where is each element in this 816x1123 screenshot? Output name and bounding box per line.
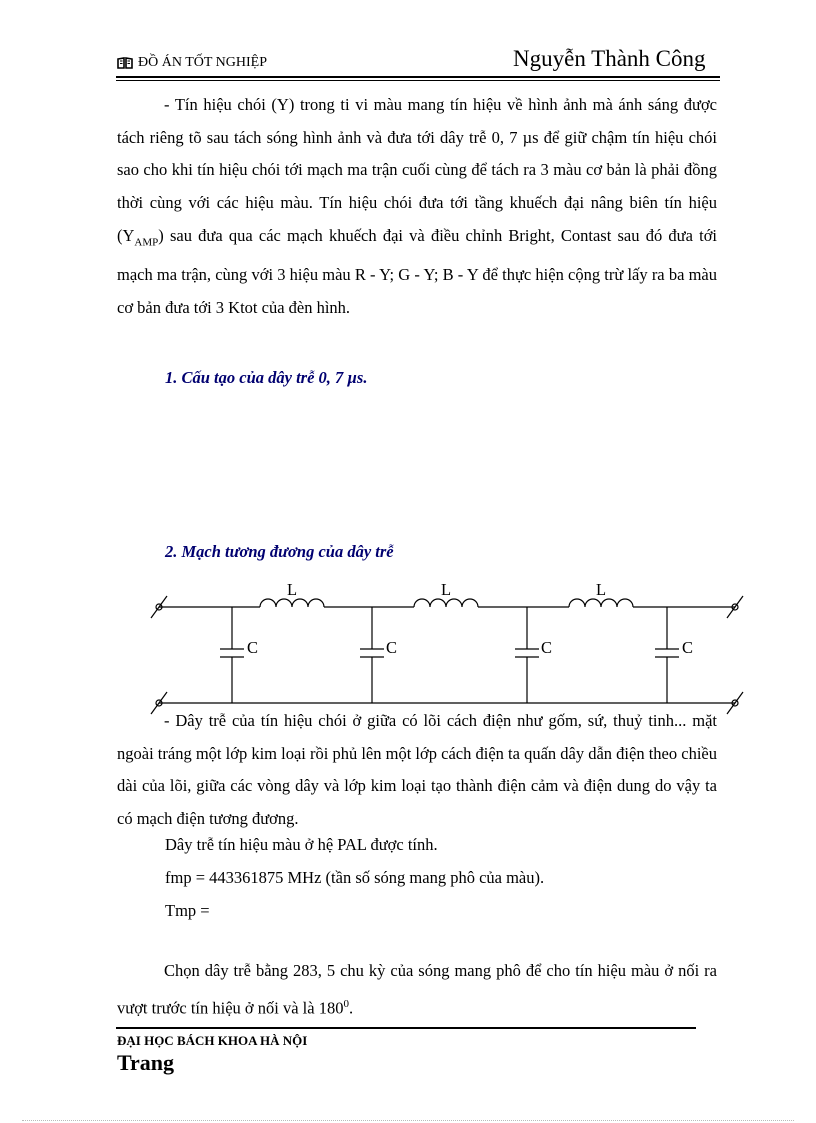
capacitor-2 xyxy=(360,607,384,703)
line-fmp: fmp = 443361875 MHz (tần số sóng mang phô của màu). xyxy=(165,868,545,887)
capacitor-1 xyxy=(220,607,244,703)
capacitor-label-3: C xyxy=(541,638,553,657)
book-icon xyxy=(117,57,133,69)
footer-page-label: Trang xyxy=(117,1050,175,1075)
inductor-label-1: L xyxy=(286,580,298,599)
equivalent-circuit-diagram xyxy=(140,575,760,715)
inductor-3 xyxy=(569,599,633,607)
degree-superscript: 0 xyxy=(343,997,349,1010)
amp-subscript: AMP xyxy=(134,236,159,249)
y-symbol: (Y xyxy=(117,225,135,245)
paragraph-delay-line-structure: - Dây trễ của tín hiệu chói ở giữa có lõi cách điện như gốm, sứ, thuỷ tinh... mặt ngoài tráng một lớp kim loại rồi phủ lên một lớp cách điện ta quấn dây dẫn điện theo chiều dài của lõi, giữa các vòng dây và lớp kim loại tạo thành điện cảm và điện dung do vậy ta có mạch điện tương đương. xyxy=(117,711,717,829)
inductor-label-2: L xyxy=(440,580,452,599)
paragraph-1-text: - Tín hiệu chói (Y) trong ti vi màu mang tín hiệu về hình ảnh mà ánh sáng được tách riêng tõ sau tách sóng hình ảnh và đưa tới dây trễ 0, 7 µs để giữ chậm tín hiệu chói sao cho khi tín hiệu chói tới mạch ma trận cuối cùng để tách ra 3 màu cơ bản là phải đồng thời cùng với các hiệu màu. Tín hiệu chói đưa tới tầng khuếch đại nâng biên tín hiệu xyxy=(117,95,717,213)
inductor-label-3: L xyxy=(595,580,607,599)
header-author: Nguyễn Thành Công xyxy=(513,46,706,71)
capacitor-4 xyxy=(655,607,679,703)
capacitor-label-2: C xyxy=(386,638,398,657)
paragraph-luma-signal xyxy=(117,89,717,324)
page-bottom-divider xyxy=(22,1120,794,1121)
paragraph-3-text: Chọn dây trễ bằng 283, 5 chu kỳ của sóng mang phô để cho tín hiệu màu ở nối ra vượt trước tín hiệu ở nối và là 180 xyxy=(117,961,717,1018)
paragraph-delay-choice xyxy=(117,955,717,1025)
paragraph-1-rest: ) sau đưa qua các mạch khuếch đại và điều chỉnh Bright, Contast sau đó đưa tới mạch ma trận, cùng với 3 hiệu màu R - Y; G - Y; B - Y để thực hiện cộng trừ lấy ra ba màu cơ bản đưa tới 3 Ktot của đèn hình. xyxy=(117,225,717,317)
header-rule xyxy=(116,76,720,78)
header-title: ĐỒ ÁN TỐT NGHIỆP xyxy=(138,55,267,70)
document-title xyxy=(117,55,267,71)
line-pal: Dây trễ tín hiệu màu ở hệ PAL được tính. xyxy=(165,835,438,854)
line-tmp: Tmp = xyxy=(165,901,210,920)
capacitor-label-4: C xyxy=(682,638,694,657)
footer-school: ĐẠI HỌC BÁCH KHOA HÀ NỘI xyxy=(117,1033,308,1048)
section-2-heading: 2. Mạch tương đương của dây trễ xyxy=(165,542,394,561)
section-1-heading: 1. Cấu tạo của dây trễ 0, 7 µs. xyxy=(165,368,368,387)
capacitor-3 xyxy=(515,607,539,703)
inductor-1 xyxy=(260,599,324,607)
footer-rule xyxy=(116,1027,696,1029)
header-rule-thin xyxy=(116,80,720,81)
capacitor-label-1: C xyxy=(247,638,259,657)
inductor-2 xyxy=(414,599,478,607)
paragraph-3-end: . xyxy=(348,998,354,1018)
